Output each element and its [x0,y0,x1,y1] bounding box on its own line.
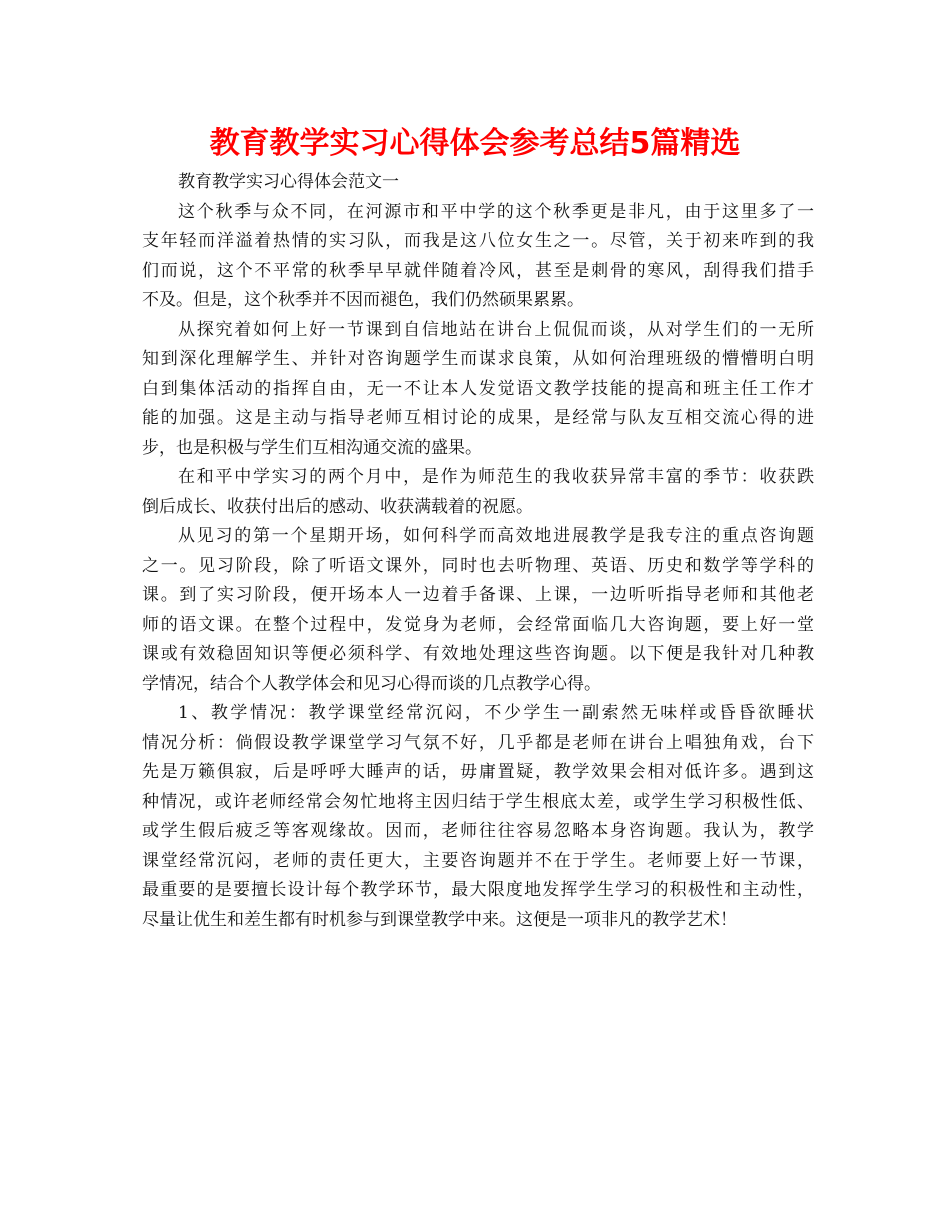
text-line: 1、教学情况：教学课堂经常沉闷，不少学生一副索然无味样或昏昏欲睡状 [178,703,814,723]
document-body [142,168,814,935]
text-line: 最重要的是要擅长设计每个教学环节，最大限度地发挥学生学习的积极性和主动性， [142,880,814,900]
text-line: 们而说，这个不平常的秋季早早就伴随着冷风，甚至是刺骨的寒风，刮得我们措手 [142,260,814,281]
text-line: 从探究着如何上好一节课到自信地站在讲台上侃侃而谈，从对学生们的一无所 [178,319,814,340]
text-line: 这个秋季与众不同，在河源市和平中学的这个秋季更是非凡，由于这里多了一 [178,201,814,222]
text-line: 或学生假后疲乏等客观缘故。因而，老师往往容易忽略本身咨询题。我认为，教学 [142,821,814,841]
text-line: 白到集体活动的指挥自由，无一不让本人发觉语文教学技能的提高和班主任工作才 [142,378,814,399]
text-line: 知到深化理解学生、并针对咨询题学生而谋求良策，从如何治理班级的懵懵明白明 [142,349,814,369]
text-line: 尽量让优生和差生都有时机参与到课堂教学中来。这便是一项非凡的教学艺术！ [142,909,737,930]
text-line: 先是万籁俱寂，后是呼呼大睡声的话，毋庸置疑，教学效果会相对低许多。遇到这 [142,762,814,782]
text-line: 之一。见习阶段，除了听语文课外，同时也去听物理、英语、历史和数学等学科的 [142,555,814,576]
text-line: 师的语文课。在整个过程中，发觉身为老师，会经常面临几大咨询题，要上好一堂 [142,614,814,635]
text-line: 课或有效稳固知识等便必须科学、有效地处理这些咨询题。以下便是我针对几种教 [142,644,814,664]
text-line: 在和平中学实习的两个月中，是作为师范生的我收获异常丰富的季节：收获跌 [178,467,814,487]
text-line: 能的加强。这是主动与指导老师互相讨论的成果，是经常与队友互相交流心得的进 [142,408,814,428]
text-line: 课堂经常沉闷，老师的责任更大，主要咨询题并不在于学生。老师要上好一节课， [142,850,814,871]
text-line: 步，也是积极与学生们互相沟通交流的盛果。 [142,437,482,458]
text-line: 学情况，结合个人教学体会和见习心得而谈的几点教学心得。 [142,673,601,694]
text-line: 支年轻而洋溢着热情的实习队，而我是这八位女生之一。尽管，关于初来咋到的我 [142,231,814,251]
text-line: 从见习的第一个星期开场，如何科学而高效地进展教学是我专注的重点咨询题 [178,526,814,546]
text-line: 课。到了实习阶段，便开场本人一边着手备课、上课，一边听听指导老师和其他老 [142,585,814,605]
text-line: 种情况，或许老师经常会匆忙地将主因归结于学生根底太差，或学生学习积极性低、 [142,791,814,812]
text-line: 教育教学实习心得体会范文一 [178,172,399,192]
text-line: 情况分析：倘假设教学课堂学习气氛不好，几乎都是老师在讲台上唱独角戏，台下 [142,732,814,753]
document-title: 教育教学实习心得体会参考总结5篇精选 [209,126,741,161]
text-line: 倒后成长、收获付出后的感动、收获满载着的祝愿。 [142,496,533,517]
text-line: 不及。但是，这个秋季并不因而褪色，我们仍然硕果累累。 [142,290,584,310]
